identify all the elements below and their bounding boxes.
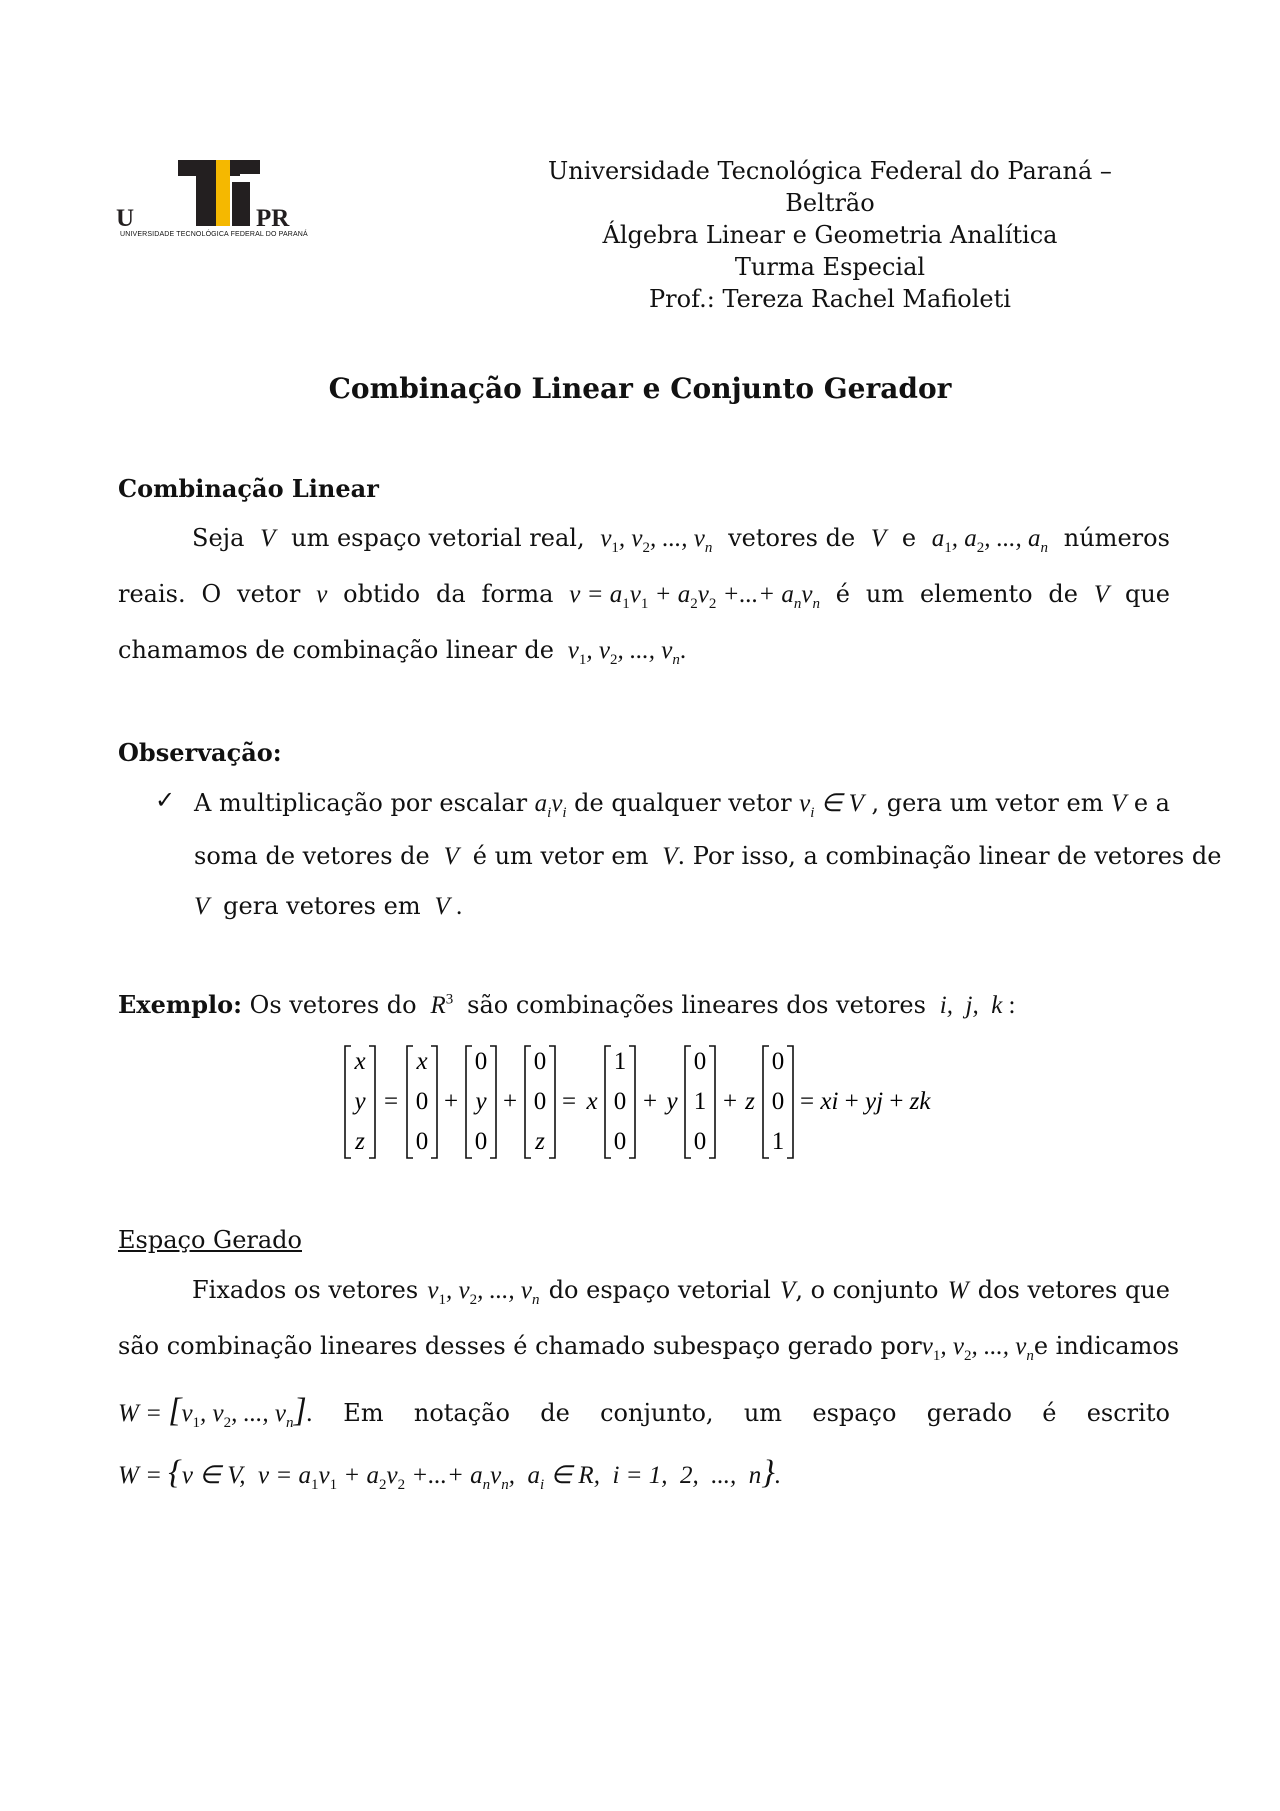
svg-text:+: + — [443, 1088, 459, 1115]
section-heading-observacao: Observação: — [118, 738, 282, 767]
page-title: Combinação Linear e Conjunto Gerador — [328, 372, 952, 405]
section-heading-espaco-gerado: Espaço Gerado — [118, 1226, 302, 1254]
example-line: Exemplo: Os vetores do $R^3$ são combinações lineares dos vetores i, j, k : — [118, 990, 1016, 1019]
svg-text:x: x — [416, 1048, 428, 1075]
svg-text:= xi + yj + zk: = xi + yj + zk — [800, 1088, 931, 1115]
svg-text:y: y — [475, 1088, 487, 1115]
svg-text:0: 0 — [474, 1048, 488, 1075]
sec1-line-3: chamamos de combinação linear de $v_1$, $v_2$, ..., $v_n$. — [118, 636, 687, 668]
header-professor: Prof.: Tereza Rachel Mafioleti — [649, 285, 1011, 313]
sec1-line-1: Seja V um espaço vetorial real, $v_1$, $v_2$, ..., $v_n$ vetores de V e $a_1$, $a_2$, ..., $a_n$ números — [192, 524, 1170, 556]
obs-line-2: soma de vetores de V é um vetor em V. Por isso, a combinação linear de vetores de — [194, 842, 1222, 870]
svg-text:y: y — [666, 1088, 678, 1115]
utfpr-logo — [118, 152, 350, 244]
obs-line-1: A multiplicação por escalar $a_iv_i$ de qualquer vetor $v_i$ ∈ V , gera um vetor em V e a — [194, 789, 1170, 821]
utfpr-logo-mark — [118, 152, 350, 230]
header-course: Álgebra Linear e Geometria Analítica — [602, 221, 1058, 249]
header-university: Universidade Tecnológica Federal do Paraná – Beltrão — [548, 157, 1112, 217]
checkmark-icon: ✓ — [155, 786, 176, 814]
svg-text:+: + — [722, 1088, 738, 1115]
svg-text:1: 1 — [613, 1048, 627, 1075]
svg-text:0: 0 — [474, 1128, 488, 1155]
obs-line-3: V gera vetores em V . — [194, 892, 463, 920]
document-header — [500, 155, 1160, 315]
svg-text:0: 0 — [693, 1128, 707, 1155]
svg-text:0: 0 — [771, 1088, 785, 1115]
svg-text:z: z — [535, 1128, 545, 1155]
sec2-line-3: $W = [v_1$, $v_2$, ..., $v_n$]. Em notação de conjunto, um espaço gerado é escrito — [118, 1392, 1170, 1431]
matrix-equation — [340, 1040, 960, 1164]
svg-text:+: + — [642, 1088, 658, 1115]
svg-text:=: = — [383, 1088, 399, 1115]
example-label: Exemplo: — [118, 990, 243, 1019]
sec2-line-2: são combinação lineares desses é chamado subespaço gerado por $v_1$, $v_2$, ..., $v_n$ e indicamos — [118, 1332, 1180, 1364]
svg-text:=: = — [561, 1088, 577, 1115]
svg-text:x: x — [586, 1088, 598, 1115]
svg-text:z: z — [745, 1088, 755, 1115]
svg-text:x: x — [354, 1048, 366, 1075]
svg-text:0: 0 — [533, 1088, 547, 1115]
svg-text:1: 1 — [693, 1088, 707, 1115]
header-class: Turma Especial — [734, 253, 926, 281]
logo-u: U — [116, 205, 135, 232]
svg-text:+: + — [502, 1088, 518, 1115]
svg-text:1: 1 — [771, 1128, 785, 1155]
sec2-line-1: Fixados os vetores $v_1$, $v_2$, ..., $v_n$ do espaço vetorial V, o conjunto W dos vetores que — [192, 1276, 1170, 1308]
sec1-line-2: reais. O vetor v obtido da forma $v = a_1v_1 + a_2v_2$ +...+ $a_nv_n$ é um elemento de V que — [118, 580, 1170, 612]
svg-text:0: 0 — [415, 1088, 429, 1115]
section-heading-combinacao: Combinação Linear — [118, 474, 379, 503]
svg-text:0: 0 — [415, 1128, 429, 1155]
logo-subtitle: UNIVERSIDADE TECNOLÓGICA FEDERAL DO PARANÁ — [120, 231, 308, 238]
svg-text:0: 0 — [693, 1048, 707, 1075]
svg-text:0: 0 — [771, 1048, 785, 1075]
svg-text:0: 0 — [613, 1088, 627, 1115]
logo-pr: PR — [256, 205, 290, 232]
svg-text:0: 0 — [613, 1128, 627, 1155]
svg-text:0: 0 — [533, 1048, 547, 1075]
svg-text:z: z — [355, 1128, 365, 1155]
svg-text:y: y — [354, 1088, 366, 1115]
sec2-line-4: W = {v ∈ V, $v = a_1v_1 + a_2v_2$ +...+ $a_nv_n$, $a_i$ ∈ R, i = 1, 2, ..., n}. — [118, 1454, 782, 1493]
